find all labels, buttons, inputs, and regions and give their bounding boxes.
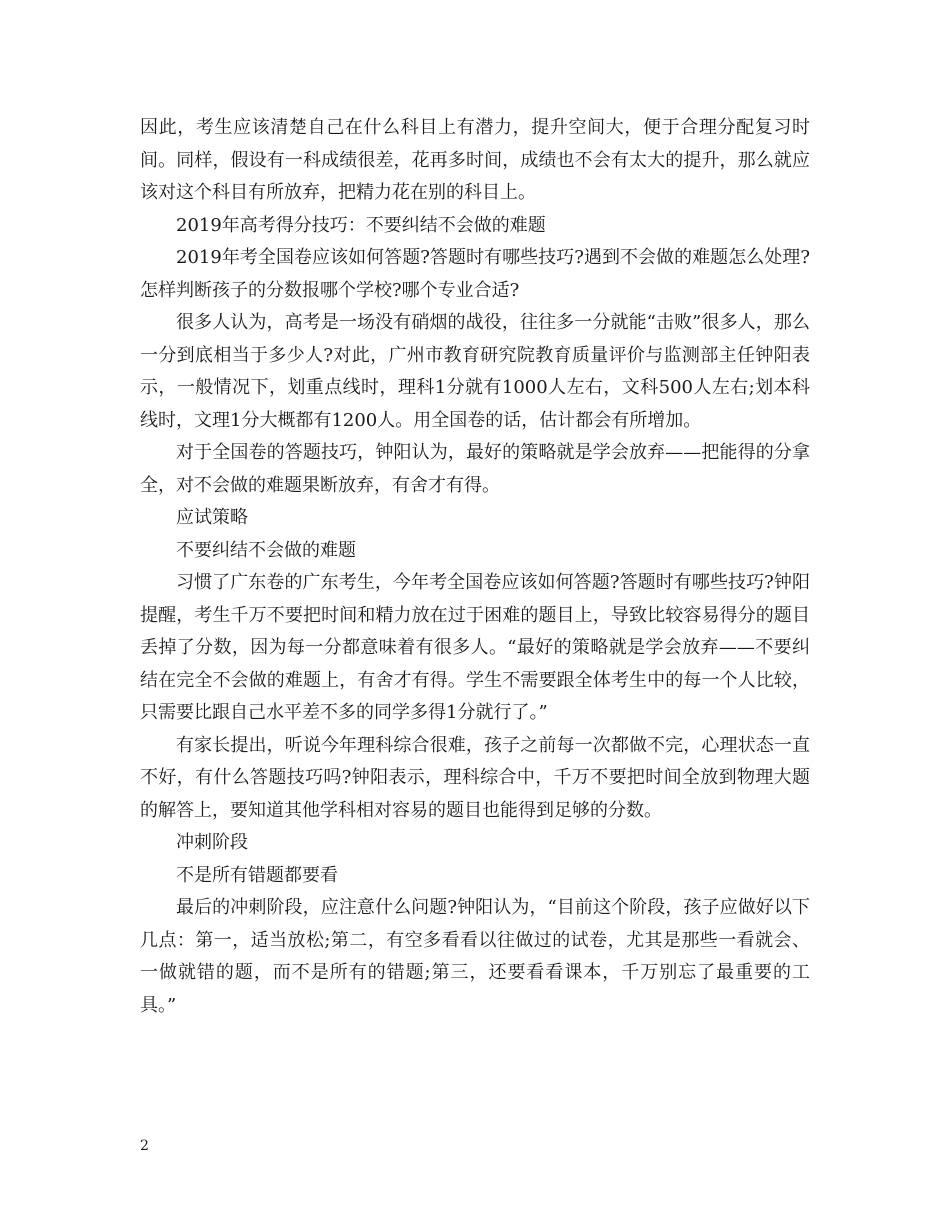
paragraph-science-comprehensive: 有家长提出，听说今年理科综合很难，孩子之前每一次都做不完，心理状态一直不好，有什么答题技巧吗?钟阳表示，理科综合中，千万不要把时间全放到物理大题的解答上，要知道其他学科相对容易的题目也能得到足够的分数。 xyxy=(140,734,810,821)
paragraph-guangdong-students: 习惯了广东卷的广东考生，今年考全国卷应该如何答题?答题时有哪些技巧?钟阳提醒，考生千万不要把时间和精力放在过于困难的题目上，导致比较容易得分的题目丢掉了分数，因为每一分都意味着有很多人。“最好的策略就是学会放弃——不要纠结在完全不会做的难题上，有舍才有得。学生不需要跟全体考生中的每一个人比较，只需要比跟自己水平差不多的同学多得1分就行了。” xyxy=(140,572,810,723)
section-title-scoring-tips: 2019年高考得分技巧：不要纠结不会做的难题 xyxy=(176,214,546,236)
paragraph-questions: 2019年考全国卷应该如何答题?答题时有哪些技巧?遇到不会做的难题怎么处理?怎样判断孩子的分数报哪个学校?哪个专业合适? xyxy=(140,247,810,301)
subheading-wrong-questions: 不是所有错题都要看 xyxy=(176,864,338,886)
subheading-sprint-stage: 冲刺阶段 xyxy=(176,832,248,853)
paragraph-final-sprint: 最后的冲刺阶段，应注意什么问题?钟阳认为，“目前这个阶段，孩子应做好以下几点：第一，适当放松;第二，有空多看看以往做过的试卷，尤其是那些一看就会、一做就错的题，而不是所有的错题;第三，还要看看课本，千万别忘了最重要的工具。” xyxy=(140,897,810,1016)
page-number: 2 xyxy=(140,1138,149,1154)
paragraph-strategy: 对于全国卷的答题技巧，钟阳认为，最好的策略就是学会放弃——把能得的分拿全，对不会做的难题果断放弃，有舍才有得。 xyxy=(140,442,810,496)
paragraph-continuation: 因此，考生应该清楚自己在什么科目上有潜力，提升空间大，便于合理分配复习时间。同样，假设有一科成绩很差，花再多时间，成绩也不会有太大的提升，那么就应该对这个科目有所放弃，把精力花在别的科目上。 xyxy=(140,117,810,203)
paragraph-one-point-value: 很多人认为，高考是一场没有硝烟的战役，往往多一分就能“击败”很多人，那么一分到底相当于多少人?对此，广州市教育研究院教育质量评价与监测部主任钟阳表示，一般情况下，划重点线时，理科1分就有1000人左右，文科500人左右;划本科线时，文理1分大概都有1200人。用全国卷的话，估计都会有所增加。 xyxy=(140,312,810,431)
document-body xyxy=(140,112,810,1022)
subheading-hard-questions: 不要纠结不会做的难题 xyxy=(176,539,356,561)
subheading-exam-strategy: 应试策略 xyxy=(176,507,248,528)
